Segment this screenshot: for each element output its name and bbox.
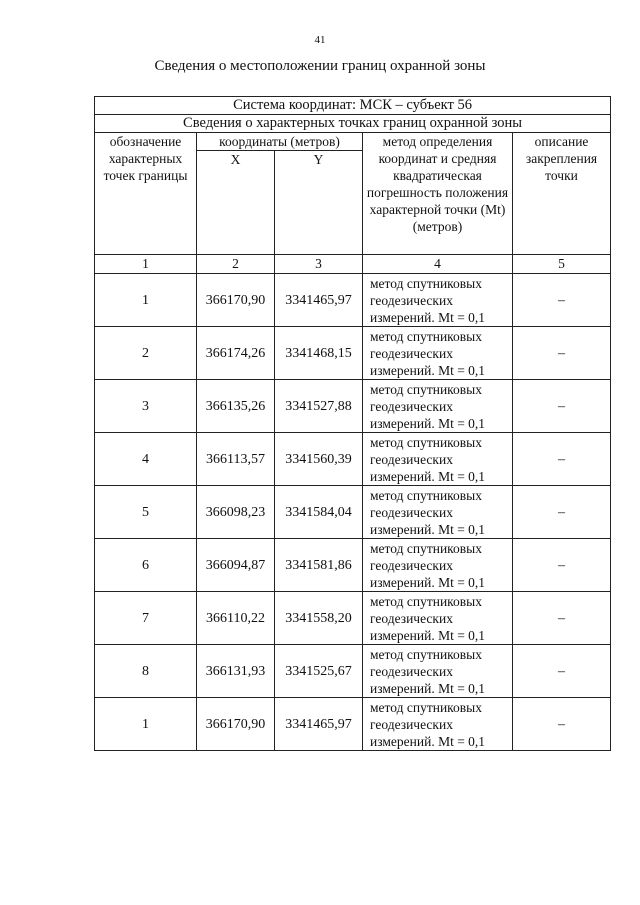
table-row xyxy=(95,433,611,486)
y-coordinate-cell: 3341465,97 xyxy=(275,274,363,327)
method-cell: метод спутниковых геодезических измерений. Mt = 0,1 xyxy=(363,486,513,539)
x-coordinate-cell: 366110,22 xyxy=(197,592,275,645)
page-number: 41 xyxy=(314,34,326,46)
y-coordinate-cell: 3341468,15 xyxy=(275,327,363,380)
y-coordinate-cell: 3341558,20 xyxy=(275,592,363,645)
header-coordinates: координаты (метров) xyxy=(197,133,363,151)
method-cell: метод спутниковых геодезических измерений. Mt = 0,1 xyxy=(363,274,513,327)
column-number: 1 xyxy=(95,255,197,274)
description-cell: – xyxy=(513,539,611,592)
y-coordinate-cell: 3341581,86 xyxy=(275,539,363,592)
point-number-cell: 2 xyxy=(95,327,197,380)
point-number-cell: 6 xyxy=(95,539,197,592)
description-cell: – xyxy=(513,698,611,751)
y-coordinate-cell: 3341527,88 xyxy=(275,380,363,433)
table-row xyxy=(95,486,611,539)
description-cell: – xyxy=(513,645,611,698)
column-number-row xyxy=(95,255,611,274)
x-coordinate-cell: 366170,90 xyxy=(197,274,275,327)
coordinate-system-row xyxy=(95,97,611,115)
method-cell: метод спутниковых геодезических измерений. Mt = 0,1 xyxy=(363,380,513,433)
point-number-cell: 3 xyxy=(95,380,197,433)
point-number-cell: 8 xyxy=(95,645,197,698)
method-cell: метод спутниковых геодезических измерений. Mt = 0,1 xyxy=(363,327,513,380)
column-number: 2 xyxy=(197,255,275,274)
table-row xyxy=(95,327,611,380)
point-number-cell: 1 xyxy=(95,698,197,751)
header-y: Y xyxy=(275,151,363,255)
method-cell: метод спутниковых геодезических измерений. Mt = 0,1 xyxy=(363,698,513,751)
method-cell: метод спутниковых геодезических измерений. Mt = 0,1 xyxy=(363,645,513,698)
x-coordinate-cell: 366174,26 xyxy=(197,327,275,380)
y-coordinate-cell: 3341560,39 xyxy=(275,433,363,486)
table-row xyxy=(95,380,611,433)
coordinate-system-cell: Система координат: МСК – субъект 56 xyxy=(95,97,611,115)
description-cell: – xyxy=(513,327,611,380)
x-coordinate-cell: 366170,90 xyxy=(197,698,275,751)
column-number: 3 xyxy=(275,255,363,274)
document-title: Сведения о местоположении границ охранной зоны xyxy=(154,58,486,74)
header-x: X xyxy=(197,151,275,255)
boundary-points-table xyxy=(94,96,611,751)
header-method: метод определения координат и средняя квадратическая погрешность положения характерной точки (Mt) (метров) xyxy=(363,133,513,255)
table-row xyxy=(95,274,611,327)
header-description: описание закрепления точки xyxy=(513,133,611,255)
x-coordinate-cell: 366094,87 xyxy=(197,539,275,592)
description-cell: – xyxy=(513,592,611,645)
x-coordinate-cell: 366131,93 xyxy=(197,645,275,698)
method-cell: метод спутниковых геодезических измерений. Mt = 0,1 xyxy=(363,433,513,486)
x-coordinate-cell: 366113,57 xyxy=(197,433,275,486)
description-cell: – xyxy=(513,380,611,433)
column-number: 5 xyxy=(513,255,611,274)
method-cell: метод спутниковых геодезических измерений. Mt = 0,1 xyxy=(363,592,513,645)
point-number-cell: 7 xyxy=(95,592,197,645)
x-coordinate-cell: 366135,26 xyxy=(197,380,275,433)
table-row xyxy=(95,592,611,645)
method-cell: метод спутниковых геодезических измерений. Mt = 0,1 xyxy=(363,539,513,592)
y-coordinate-cell: 3341525,67 xyxy=(275,645,363,698)
header-row-top xyxy=(95,133,611,151)
point-number-cell: 5 xyxy=(95,486,197,539)
description-cell: – xyxy=(513,486,611,539)
y-coordinate-cell: 3341465,97 xyxy=(275,698,363,751)
point-number-cell: 1 xyxy=(95,274,197,327)
table-subtitle-cell: Сведения о характерных точках границ охранной зоны xyxy=(95,115,611,133)
x-coordinate-cell: 366098,23 xyxy=(197,486,275,539)
y-coordinate-cell: 3341584,04 xyxy=(275,486,363,539)
point-number-cell: 4 xyxy=(95,433,197,486)
table-subtitle-row xyxy=(95,115,611,133)
table-row xyxy=(95,539,611,592)
description-cell: – xyxy=(513,433,611,486)
header-designation: обозначение характерных точек границы xyxy=(95,133,197,255)
column-number: 4 xyxy=(363,255,513,274)
description-cell: – xyxy=(513,274,611,327)
table-row xyxy=(95,645,611,698)
table-row xyxy=(95,698,611,751)
